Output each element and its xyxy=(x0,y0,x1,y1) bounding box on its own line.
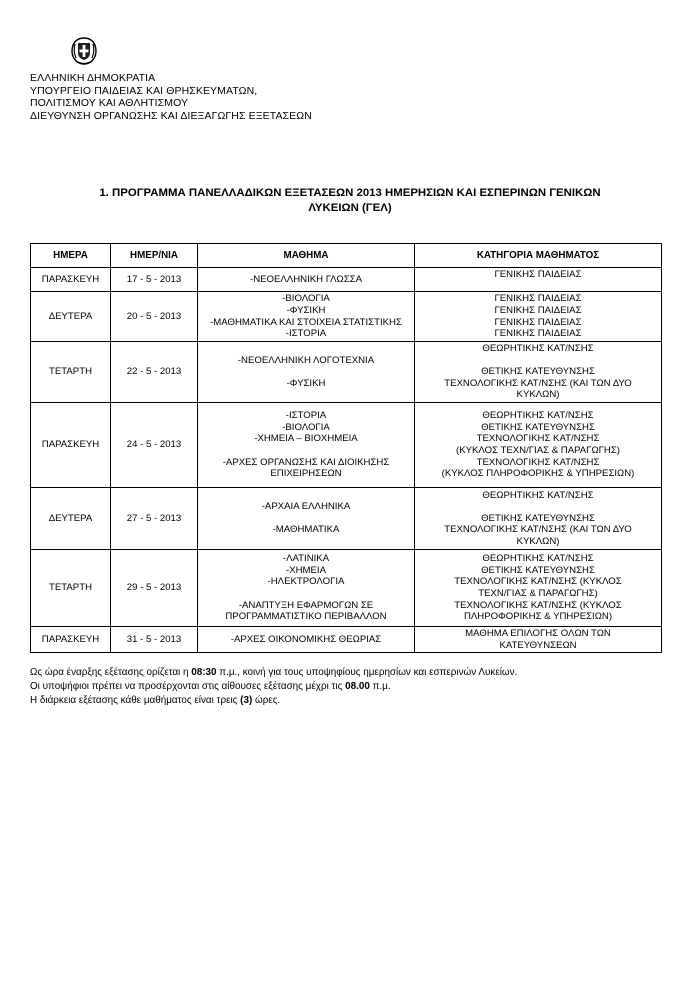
category-cell xyxy=(415,268,662,292)
category-line xyxy=(417,501,659,513)
date-cell: 29 - 5 - 2013 xyxy=(111,550,198,627)
note-arrival-time xyxy=(30,680,517,694)
subject-line: ΠΡΟΓΡΑΜΜΑΤΙΣΤΙΚΟ ΠΕΡΙΒΑΛΛΟΝ xyxy=(225,611,387,623)
subject-line: -ΑΝΑΠΤΥΞΗ ΕΦΑΡΜΟΓΩΝ ΣΕ xyxy=(238,599,374,611)
column-header-category: ΚΑΤΗΓΟΡΙΑ ΜΑΘΗΜΑΤΟΣ xyxy=(415,244,662,268)
date-cell: 20 - 5 - 2013 xyxy=(111,292,198,342)
category-line: ΘΕΤΙΚΗΣ ΚΑΤΕΥΘΥΝΣΗΣ xyxy=(481,564,595,576)
note-text: Ως ώρα έναρξης εξέτασης ορίζεται η xyxy=(30,667,192,678)
day-cell: ΠΑΡΑΣΚΕΥΗ xyxy=(31,627,111,653)
category-line: ΠΛΗΡΟΦΟΡΙΚΗΣ & ΥΠΗΡΕΣΙΩΝ) xyxy=(463,611,613,623)
title-line-1: 1. ΠΡΟΓΡΑΜΜΑ ΠΑΝΕΛΛΑΔΙΚΩΝ ΕΞΕΤΑΣΕΩΝ 2013 ΗΜΕΡΗΣΙΩΝ ΚΑΙ ΕΣΠΕΡΙΝΩΝ ΓΕΝΙΚΩΝ xyxy=(99,187,601,199)
header-line: ΕΛΛΗΝΙΚΗ ΔΗΜΟΚΡΑΤΙΑ xyxy=(30,72,156,84)
category-line: ΓΕΝΙΚΗΣ ΠΑΙΔΕΙΑΣ xyxy=(494,304,582,316)
subject-line: -ΝΕΟΕΛΛΗΝΙΚΗ ΓΛΩΣΣΑ xyxy=(250,273,362,285)
date-cell: 22 - 5 - 2013 xyxy=(111,342,198,403)
subject-cell xyxy=(198,342,415,403)
day-cell: ΔΕΥΤΕΡΑ xyxy=(31,488,111,550)
date-cell: 24 - 5 - 2013 xyxy=(111,403,198,488)
subject-line: -ΧΗΜΕΙΑ – ΒΙΟΧΗΜΕΙΑ xyxy=(254,433,358,445)
category-cell xyxy=(415,403,662,488)
category-cell xyxy=(415,550,662,627)
note-start-time xyxy=(30,666,517,680)
category-line: ΘΕΤΙΚΗΣ ΚΑΤΕΥΘΥΝΣΗΣ xyxy=(481,421,595,433)
table-row xyxy=(31,627,662,653)
subject-line: -ΗΛΕΚΤΡΟΛΟΓΙΑ xyxy=(267,576,345,588)
column-header-date: ΗΜΕΡ/ΝΙΑ xyxy=(111,244,198,268)
subject-line: -ΑΡΧΕΣ ΟΙΚΟΝΟΜΙΚΗΣ ΘΕΩΡΙΑΣ xyxy=(230,633,382,645)
subject-cell xyxy=(198,268,415,292)
subject-line: -ΒΙΟΛΟΓΙΑ xyxy=(282,421,330,433)
column-header-subject: ΜΑΘΗΜΑ xyxy=(198,244,415,268)
column-header-day: ΗΜΕΡΑ xyxy=(31,244,111,268)
category-cell xyxy=(415,488,662,550)
day-cell: ΠΑΡΑΣΚΕΥΗ xyxy=(31,268,111,292)
category-line: ΤΕΧΝΟΛΟΓΙΚΗΣ ΚΑΤ/ΝΣΗΣ (ΚΑΙ ΤΩΝ ΔΥΟ xyxy=(444,377,632,389)
table-row xyxy=(31,268,662,292)
note-text: ώρες. xyxy=(252,695,281,706)
duration-value: (3) xyxy=(240,695,253,706)
category-line: ΓΕΝΙΚΗΣ ΠΑΙΔΕΙΑΣ xyxy=(494,293,582,305)
document-title xyxy=(40,186,660,215)
subject-line xyxy=(200,513,412,525)
subject-line: -ΝΕΟΕΛΛΗΝΙΚΗ ΛΟΓΟΤΕΧΝΙΑ xyxy=(237,354,375,366)
category-line: ΘΕΤΙΚΗΣ ΚΑΤΕΥΘΥΝΣΗΣ xyxy=(481,512,595,524)
category-cell xyxy=(415,292,662,342)
start-time-value: 08:30 xyxy=(191,667,217,678)
category-line: ΓΕΝΙΚΗΣ ΠΑΙΔΕΙΑΣ xyxy=(494,328,582,340)
day-cell: ΔΕΥΤΕΡΑ xyxy=(31,292,111,342)
subject-line: -ΜΑΘΗΜΑΤΙΚΑ xyxy=(272,524,340,536)
category-line: ΤΕΧΝΟΛΟΓΙΚΗΣ ΚΑΤ/ΝΣΗΣ (ΚΥΚΛΟΣ xyxy=(454,599,622,611)
table-row xyxy=(31,342,662,403)
category-line: (ΚΥΚΛΟΣ ΠΛΗΡΟΦΟΡΙΚΗΣ & ΥΠΗΡΕΣΙΩΝ) xyxy=(441,468,635,480)
table-row xyxy=(31,292,662,342)
subject-line: -ΒΙΟΛΟΓΙΑ xyxy=(282,293,330,305)
category-line: ΤΕΧΝΟΛΟΓΙΚΗΣ ΚΑΤ/ΝΣΗΣ (ΚΑΙ ΤΩΝ ΔΥΟ xyxy=(444,524,632,536)
subject-line: -ΙΣΤΟΡΙΑ xyxy=(285,410,327,422)
table-row xyxy=(31,403,662,488)
date-cell: 17 - 5 - 2013 xyxy=(111,268,198,292)
subject-line xyxy=(200,588,412,600)
category-line: ΘΕΩΡΗΤΙΚΗΣ ΚΑΤ/ΝΣΗΣ xyxy=(482,553,594,565)
category-line: ΘΕΤΙΚΗΣ ΚΑΤΕΥΘΥΝΣΗΣ xyxy=(481,366,595,378)
subject-line: -ΜΑΘΗΜΑΤΙΚΑ ΚΑΙ ΣΤΟΙΧΕΙΑ ΣΤΑΤΙΣΤΙΚΗΣ xyxy=(210,316,402,328)
category-line: ΘΕΩΡΗΤΙΚΗΣ ΚΑΤ/ΝΣΗΣ xyxy=(482,343,594,355)
header-line: ΔΙΕΥΘΥΝΣΗ ΟΡΓΑΝΩΣΗΣ ΚΑΙ ΔΙΕΞΑΓΩΓΗΣ ΕΞΕΤΑΣΕΩΝ xyxy=(30,109,312,122)
category-line: ΤΕΧΝΟΛΟΓΙΚΗΣ ΚΑΤ/ΝΣΗΣ xyxy=(476,433,600,445)
subject-line: -ΦΥΣΙΚΗ xyxy=(286,377,326,389)
table-header-row xyxy=(31,244,662,268)
greek-coat-of-arms-icon xyxy=(70,36,98,66)
subject-cell xyxy=(198,627,415,653)
category-line: ΚΥΚΛΩΝ) xyxy=(516,535,560,547)
category-line: ΓΕΝΙΚΗΣ ΠΑΙΔΕΙΑΣ xyxy=(494,269,582,280)
subject-line xyxy=(200,445,412,457)
note-text: π.μ., κοινή για τους υποψηφίους ημερησίων και εσπερινών Λυκείων. xyxy=(216,667,518,678)
table-row xyxy=(31,550,662,627)
date-cell: 27 - 5 - 2013 xyxy=(111,488,198,550)
category-line: ΜΑΘΗΜΑ ΕΠΙΛΟΓΗΣ ΟΛΩΝ ΤΩΝ xyxy=(465,628,611,639)
subject-line: -ΑΡΧΑΙΑ ΕΛΛΗΝΙΚΑ xyxy=(261,501,351,513)
category-cell xyxy=(415,342,662,403)
day-cell: ΤΕΤΑΡΤΗ xyxy=(31,550,111,627)
subject-cell xyxy=(198,550,415,627)
note-text: π.μ. xyxy=(369,681,391,692)
note-text: Οι υποψήφιοι πρέπει να προσέρχονται στις αίθουσες εξέτασης μέχρι τις xyxy=(30,681,346,692)
arrival-time-value: 08.00 xyxy=(345,681,370,692)
title-line-2: ΛΥΚΕΙΩΝ (ΓΕΛ) xyxy=(308,201,392,214)
category-cell xyxy=(415,627,662,653)
subject-line: -ΙΣΤΟΡΙΑ xyxy=(285,328,327,340)
category-line: (ΚΥΚΛΟΣ ΤΕΧΝ/ΓΙΑΣ & ΠΑΡΑΓΩΓΗΣ) xyxy=(456,445,620,456)
category-line: ΚΑΤΕΥΘΥΝΣΕΩΝ xyxy=(499,639,577,651)
category-line: ΚΥΚΛΩΝ) xyxy=(516,389,560,401)
exam-notes xyxy=(30,666,517,708)
subject-line xyxy=(200,366,412,378)
category-line: ΓΕΝΙΚΗΣ ΠΑΙΔΕΙΑΣ xyxy=(494,316,582,328)
category-line: ΤΕΧΝ/ΓΙΑΣ & ΠΑΡΑΓΩΓΗΣ) xyxy=(478,588,598,599)
subject-line: -ΑΡΧΕΣ ΟΡΓΑΝΩΣΗΣ ΚΑΙ ΔΙΟΙΚΗΣΗΣ xyxy=(222,456,390,468)
note-duration xyxy=(30,694,517,708)
category-line: ΘΕΩΡΗΤΙΚΗΣ ΚΑΤ/ΝΣΗΣ xyxy=(482,410,594,422)
table-row xyxy=(31,488,662,550)
subject-line: ΕΠΙΧΕΙΡΗΣΕΩΝ xyxy=(270,468,342,480)
header-line: ΥΠΟΥΡΓΕΙΟ ΠΑΙΔΕΙΑΣ ΚΑΙ ΘΡΗΣΚΕΥΜΑΤΩΝ, xyxy=(30,84,258,97)
category-line xyxy=(417,355,659,367)
category-line: ΘΕΩΡΗΤΙΚΗΣ ΚΑΤ/ΝΣΗΣ xyxy=(482,489,594,501)
note-text: Η διάρκεια εξέτασης κάθε μαθήματος είναι τρεις xyxy=(30,695,241,706)
header-line: ΠΟΛΙΤΙΣΜΟΥ ΚΑΙ ΑΘΛΗΤΙΣΜΟΥ xyxy=(30,97,189,110)
subject-cell xyxy=(198,488,415,550)
subject-line: -ΧΗΜΕΙΑ xyxy=(286,564,326,576)
day-cell: ΤΕΤΑΡΤΗ xyxy=(31,342,111,403)
subject-cell xyxy=(198,403,415,488)
date-cell: 31 - 5 - 2013 xyxy=(111,627,198,653)
category-line: ΤΕΧΝΟΛΟΓΙΚΗΣ ΚΑΤ/ΝΣΗΣ (ΚΥΚΛΟΣ xyxy=(454,576,622,588)
ministry-header xyxy=(30,72,312,122)
subject-line: -ΛΑΤΙΝΙΚΑ xyxy=(282,553,330,565)
exam-schedule-table xyxy=(30,243,662,653)
day-cell: ΠΑΡΑΣΚΕΥΗ xyxy=(31,403,111,488)
subject-cell xyxy=(198,292,415,342)
category-line: ΤΕΧΝΟΛΟΓΙΚΗΣ ΚΑΤ/ΝΣΗΣ xyxy=(476,456,600,468)
subject-line: -ΦΥΣΙΚΗ xyxy=(286,304,326,316)
